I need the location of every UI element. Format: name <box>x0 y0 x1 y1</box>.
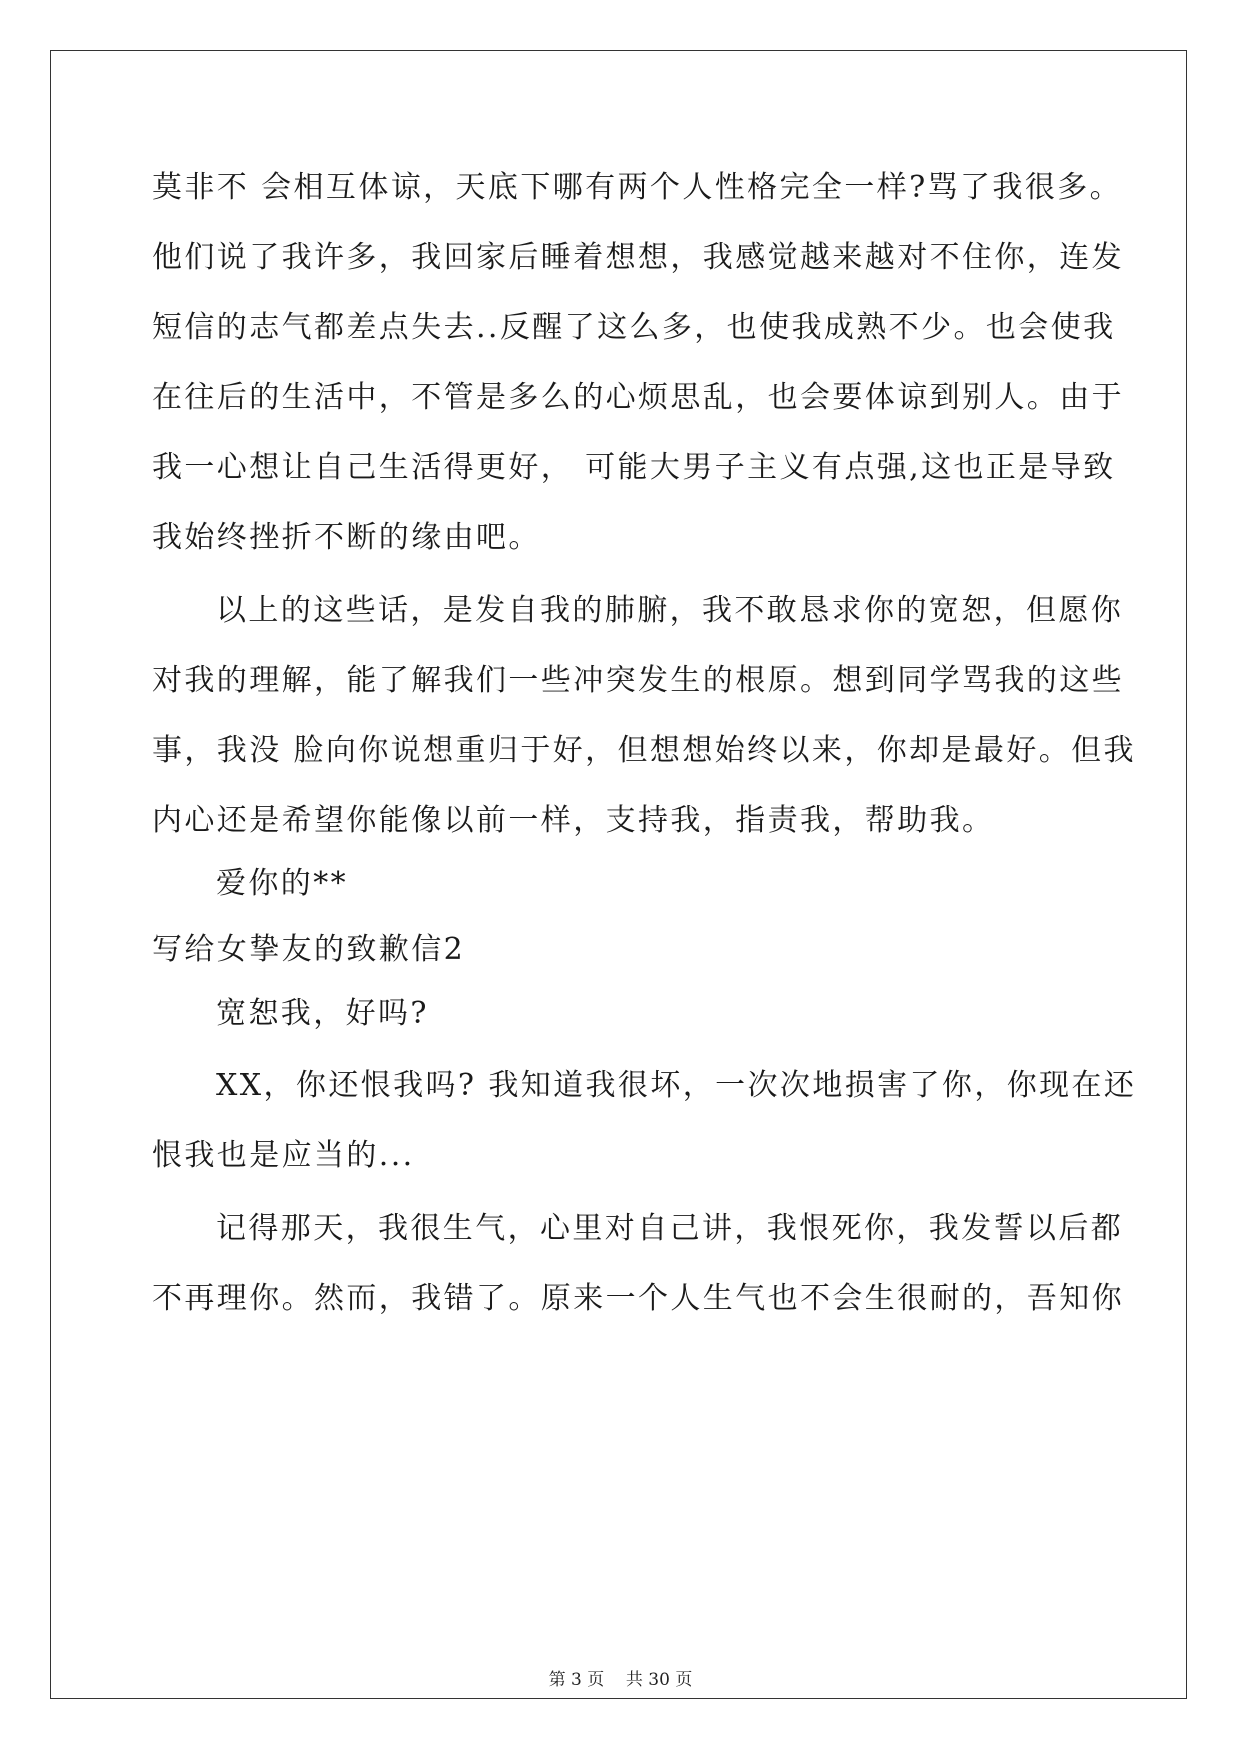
body-text-line: 内心还是希望你能像以前一样，支持我，指责我，帮助我。 <box>152 803 995 838</box>
signature-line: 爱你的** <box>216 866 348 901</box>
body-text-line: 我一心想让自己生活得更好， 可能大男子主义有点强,这也正是导致 <box>152 450 1116 485</box>
body-text-line: 事，我没 脸向你说想重归于好，但想想始终以来，你却是最好。但我 <box>152 733 1136 768</box>
paragraph-start-line: 记得那天，我很生气，心里对自己讲，我恨死你，我发誓以后都 <box>216 1211 1124 1246</box>
body-text-line: 我始终挫折不断的缘由吧。 <box>152 520 541 555</box>
page-number-footer: 第 3 页 共 30 页 <box>548 1670 693 1690</box>
paragraph-start-line: 以上的这些话，是发自我的肺腑，我不敢恳求你的宽恕，但愿你 <box>216 593 1124 628</box>
paragraph-start-line: 宽恕我，好吗? <box>216 996 429 1031</box>
body-text-line: 他们说了我许多，我回家后睡着想想，我感觉越来越对不住你，连发 <box>152 240 1124 275</box>
body-text-line: 短信的志气都差点失去..反醒了这么多，也使我成熟不少。也会使我 <box>152 310 1116 345</box>
body-text-line: 在往后的生活中，不管是多么的心烦思乱，也会要体谅到别人。由于 <box>152 380 1124 415</box>
body-text-line: 莫非不 会相互体谅，天底下哪有两个人性格完全一样?骂了我很多。 <box>152 170 1123 205</box>
body-text-line: 恨我也是应当的... <box>152 1138 415 1173</box>
section-heading: 写给女挚友的致歉信2 <box>152 932 466 967</box>
body-text-line: 不再理你。然而，我错了。原来一个人生气也不会生很耐的，吾知你 <box>152 1281 1124 1316</box>
paragraph-start-line: XX，你还恨我吗? 我知道我很坏，一次次地损害了你，你现在还 <box>216 1068 1137 1103</box>
body-text-line: 对我的理解，能了解我们一些冲突发生的根原。想到同学骂我的这些 <box>152 663 1124 698</box>
